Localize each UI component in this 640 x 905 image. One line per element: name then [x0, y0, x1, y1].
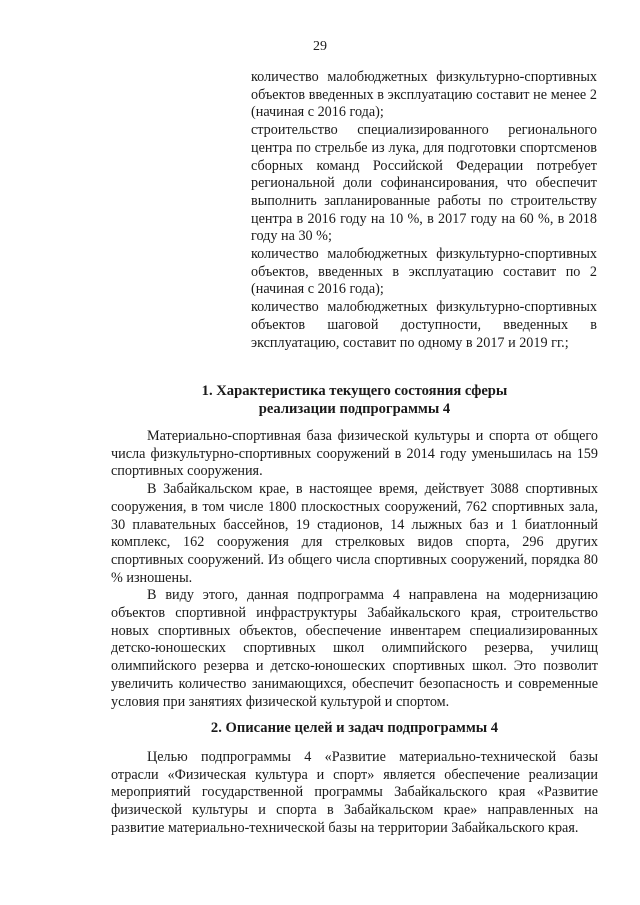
page-number: 29 [313, 39, 327, 54]
section-2-body [111, 749, 598, 838]
paragraph: В Забайкальском крае, в настоящее время, действует 3088 спортивных сооружения, в том числе 1800 плоскостных сооружений, 762 спортивных зала, 30 плавательных бассейнов, 19 стадионов, 14 лыжных баз и 1 биатлонный комплекс, 162 сооружения для стрелковых видов спорта, 296 других спортивных сооружений. Из общего числа спортивных сооружений, порядка 80 % изношены. [111, 481, 598, 586]
paragraph: Целью подпрограммы 4 «Развитие материально-технической базы отрасли «Физическая культура и спорт» является обеспечение реализации мероприятий государственной программы Забайкальского края «Развитие физической культуры и спорта в Забайкальском крае» направленных на развитие материально-технической базы на территории Забайкальского края. [111, 749, 598, 836]
section-2-title: 2. Описание целей и задач подпрограммы 4 [210, 720, 499, 736]
section-1-title-line1: 1. Характеристика текущего состояния сферы [201, 383, 508, 399]
list-item: количество малобюджетных физкультурно-спортивных объектов введенных в эксплуатацию составит не менее 2 (начиная с 2016 года); [251, 69, 597, 121]
paragraph: В виду этого, данная подпрограмма 4 направлена на модернизацию объектов спортивной инфраструктуры Забайкальского края, строительство новых спортивных объектов, обеспечение инвентарем специализированных детско-юношеских спортивных школ олимпийского резерва, училищ олимпийского резерва и детско-юношеских спортивных школ. Это позволит увеличить количество занимающихся, обеспечит безопасность и современные условия при занятиях физической культурой и спортом. [111, 587, 598, 710]
list-item: строительство специализированного регионального центра по стрельбе из лука, для подготовки спортсменов сборных команд Российской Федерации потребует региональной доли софинансирования, что обеспечит выполнить запланированные работы по строительству центра в 2016 году на 10 %, в 2017 году на 60 %, в 2018 году на 30 %; [251, 122, 597, 245]
section-1-title-line2: реализации подпрограммы 4 [258, 401, 451, 417]
list-item: количество малобюджетных физкультурно-спортивных объектов, введенных в эксплуатацию составит по 2 (начиная с 2016 года); [251, 246, 597, 298]
paragraph: Материально-спортивная база физической культуры и спорта от общего числа физкультурно-спортивных сооружений в 2014 году уменьшилась на 159 спортивных сооружения. [111, 428, 598, 480]
section-1-body [111, 428, 598, 711]
list-item: количество малобюджетных физкультурно-спортивных объектов шаговой доступности, введенных в эксплуатацию, составит по одному в 2017 и 2019 гг.; [251, 299, 597, 351]
section-2-heading [111, 719, 598, 737]
goal-indicators-list [251, 69, 597, 352]
section-1-heading [111, 382, 598, 418]
